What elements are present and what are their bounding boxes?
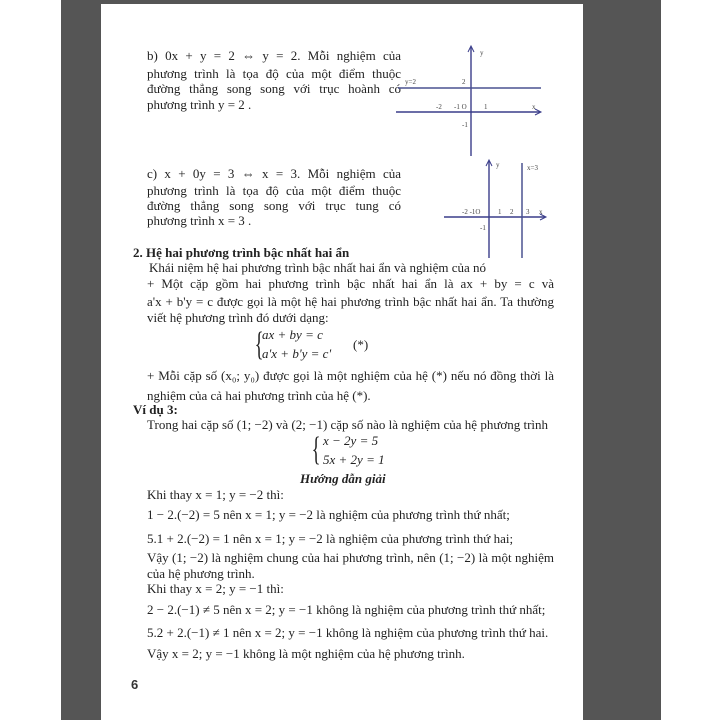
part-b-line: phương trình y = 2 . bbox=[147, 97, 252, 112]
part-c-line: phương trình x = 3 . bbox=[147, 213, 252, 228]
system-equation: ax + by = c bbox=[262, 327, 323, 342]
y-axis-label: y bbox=[480, 49, 484, 57]
part-c-line: c) x + 0y = 3 ⇔ x = 3. Mỗi nghiệm của bbox=[147, 166, 401, 181]
example-question: Trong hai cặp số (1; −2) và (2; −1) cặp số nào là nghiệm của hệ phương trình bbox=[147, 417, 549, 432]
graph-x-equals-3 bbox=[440, 156, 550, 260]
solution-heading: Hướng dẫn giải bbox=[300, 471, 386, 486]
part-b-line: b) 0x + y = 2 ⇔ y = 2. Mỗi nghiệm của bbox=[147, 48, 401, 63]
system-brace: { bbox=[311, 431, 321, 468]
paragraph-line: nghiệm của cả hai phương trình của hệ (*). bbox=[147, 388, 371, 403]
solution-line: 5.1 + 2.(−2) = 1 nên x = 1; y = −2 là nghiệm của phương trình thứ hai; bbox=[147, 531, 514, 546]
part-c-line: đường thẳng song song với trục tung có bbox=[147, 198, 401, 213]
system-equation: x − 2y = 5 bbox=[323, 433, 379, 448]
line-label: y=2 bbox=[405, 78, 416, 86]
paragraph-line: + Mỗi cặp số (x₀; y₀) được gọi là một nghiệm của hệ (*) nếu nó đồng thời là bbox=[147, 368, 554, 383]
system-brace: { bbox=[254, 326, 264, 363]
system-tag: (*) bbox=[353, 337, 369, 352]
tick-label: -1 O bbox=[454, 103, 467, 111]
part-b-line: phương trình là tọa độ của một điểm thuộc bbox=[147, 66, 401, 81]
tick-label: 2 bbox=[510, 208, 514, 216]
tick-label: 1 bbox=[484, 103, 488, 111]
tick-label: -1 bbox=[480, 224, 486, 232]
concept-subheading: Khái niệm hệ hai phương trình bậc nhất hai ẩn và nghiệm của nó bbox=[149, 260, 487, 275]
part-b-line: đường thẳng song song với trục hoành có bbox=[147, 81, 401, 96]
system-equation: a'x + b'y = c' bbox=[262, 346, 332, 361]
x-axis-label: x bbox=[532, 103, 536, 111]
solution-line: Vậy x = 2; y = −1 không là một nghiệm của hệ phương trình. bbox=[147, 646, 465, 661]
tick-label: 2 bbox=[462, 78, 466, 86]
paragraph-line: viết hệ phương trình đó dưới dạng: bbox=[147, 310, 329, 325]
section-heading: 2. Hệ hai phương trình bậc nhất hai ẩn bbox=[133, 245, 350, 260]
tick-label: -2 -1O bbox=[462, 208, 481, 216]
solution-line: 1 − 2.(−2) = 5 nên x = 1; y = −2 là nghiệm của phương trình thứ nhất; bbox=[147, 507, 510, 522]
page-number: 6 bbox=[131, 677, 139, 692]
tick-label: 1 bbox=[498, 208, 502, 216]
example-heading: Ví dụ 3: bbox=[133, 402, 178, 417]
solution-line: Khi thay x = 1; y = −2 thì: bbox=[147, 487, 284, 502]
x-axis-label: x bbox=[539, 208, 543, 216]
solution-line: của hệ phương trình. bbox=[147, 566, 255, 581]
solution-line: Khi thay x = 2; y = −1 thì: bbox=[147, 581, 284, 596]
tick-label: 3 bbox=[526, 208, 530, 216]
paragraph-line: + Một cặp gồm hai phương trình bậc nhất hai ẩn là ax + by = c và bbox=[147, 276, 554, 291]
graph-y-equals-2 bbox=[390, 42, 550, 160]
solution-line: 2 − 2.(−1) ≠ 5 nên x = 2; y = −1 không là nghiệm của phương trình thứ nhất; bbox=[147, 602, 546, 617]
system-equation: 5x + 2y = 1 bbox=[323, 452, 385, 467]
paragraph-line: a'x + b'y = c được gọi là một hệ hai phương trình bậc nhất hai ẩn. Ta thường bbox=[147, 294, 554, 309]
y-axis-label: y bbox=[496, 161, 500, 169]
part-c-line: phương trình là tọa độ của một điểm thuộc bbox=[147, 183, 401, 198]
tick-label: -1 bbox=[462, 121, 468, 129]
line-label: x=3 bbox=[527, 164, 538, 172]
solution-line: Vậy (1; −2) là nghiệm chung của hai phương trình, nên (1; −2) là một nghiệm bbox=[147, 550, 554, 565]
solution-line: 5.2 + 2.(−1) ≠ 1 nên x = 2; y = −1 không là nghiệm của phương trình thứ hai. bbox=[147, 625, 549, 640]
tick-label: -2 bbox=[436, 103, 442, 111]
